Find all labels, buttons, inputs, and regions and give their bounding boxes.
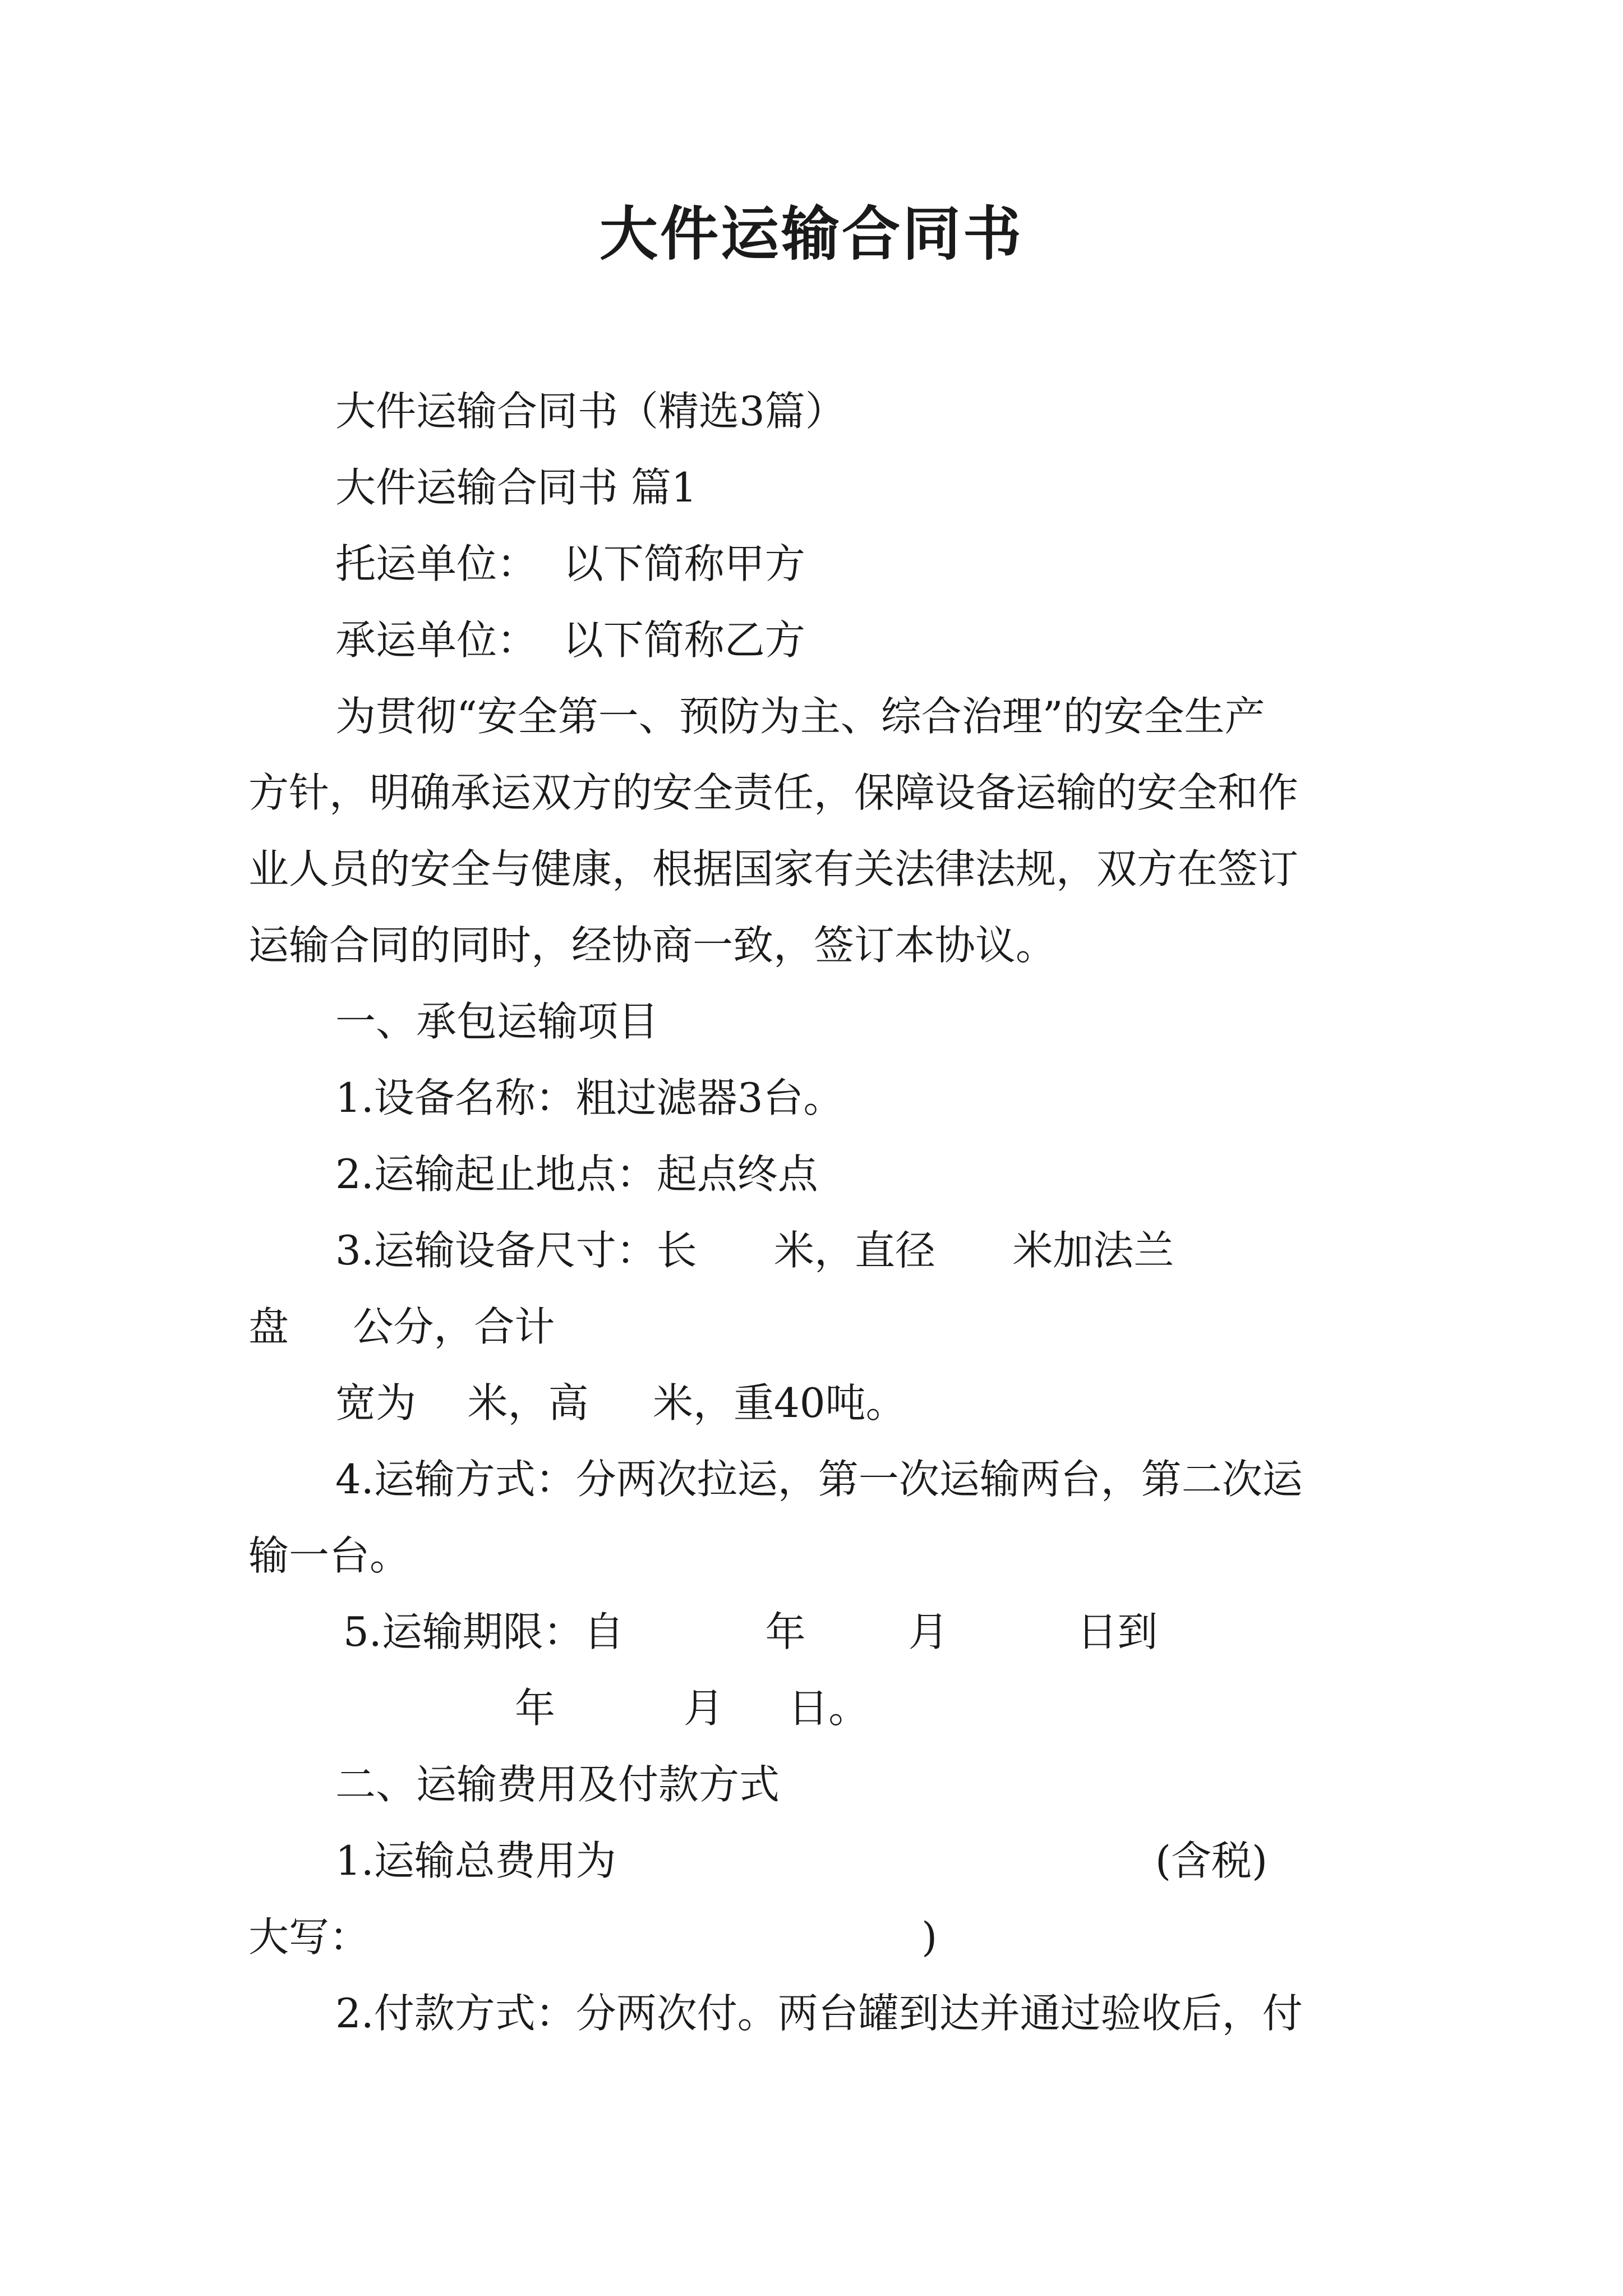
clause-item-continued: 输一台。 (248, 1532, 411, 1579)
clause-item: 2.付款方式：分两次付。两台罐到达并通过验收后，付 (335, 1990, 1303, 2037)
document-title: 大件运输合同书 (599, 199, 1023, 268)
paragraph-line: 业人员的安全与健康，根据国家有关法律法规，双方在签订 (248, 845, 1299, 892)
clause-item-continued: 盘 公分，合计 (248, 1303, 555, 1350)
clause-item-continued: 大写： ) (248, 1913, 938, 1961)
clause-heading: 一、承包运输项目 (335, 998, 659, 1045)
carrier-line: 承运单位： 以下简称乙方 (335, 616, 805, 664)
subtitle-line: 大件运输合同书（精选3篇） (335, 388, 846, 435)
clause-item-continued: 年 月 日。 (515, 1685, 869, 1732)
clause-item: 4.运输方式：分两次拉运，第一次运输两台，第二次运 (335, 1456, 1303, 1503)
clause-item: 3.运输设备尺寸：长 米，直径 米加法兰 (335, 1227, 1174, 1274)
paragraph-line: 为贯彻“安全第一、预防为主、综合治理”的安全生产 (335, 693, 1265, 740)
clause-item: 2.运输起止地点：起点终点 (335, 1151, 818, 1198)
clause-item-continued: 宽为 米，高 米，重40吨。 (335, 1379, 906, 1427)
shipper-line: 托运单位： 以下简称甲方 (335, 540, 805, 587)
clause-item: 5.运输期限：自 年 月 日到 (343, 1608, 1158, 1655)
paragraph-line: 方针，明确承运双方的安全责任，保障设备运输的安全和作 (248, 769, 1299, 816)
section-heading: 大件运输合同书 篇1 (335, 464, 697, 511)
clause-item: 1.运输总费用为 (含税) (335, 1837, 1268, 1884)
paragraph-line: 运输合同的同时，经协商一致，签订本协议。 (248, 922, 1057, 969)
clause-heading: 二、运输费用及付款方式 (335, 1761, 780, 1808)
clause-item: 1.设备名称：粗过滤器3台。 (335, 1074, 844, 1121)
